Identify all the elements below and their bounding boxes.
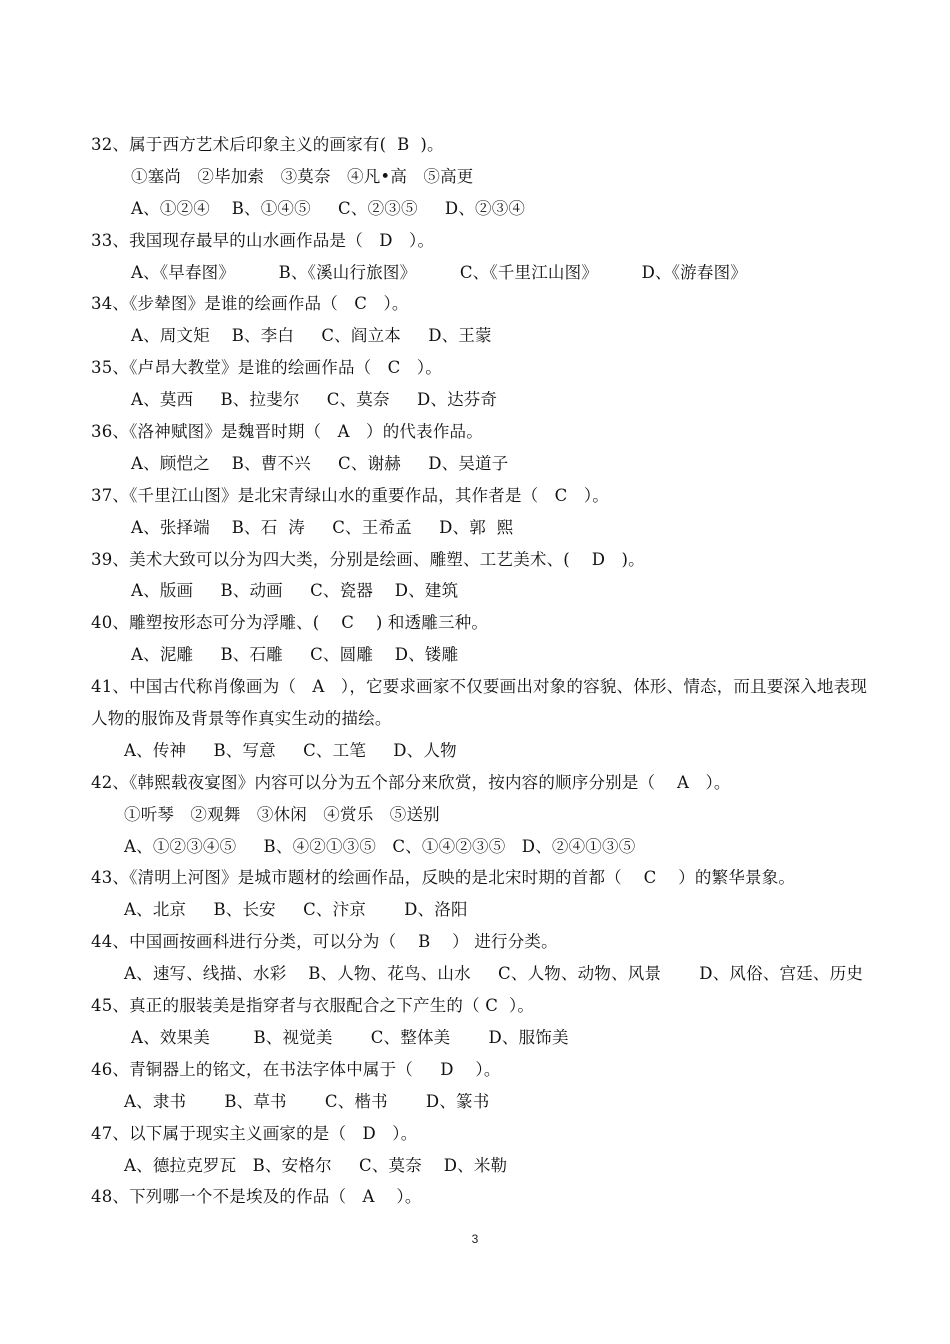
question-text: 42、《韩熙载夜宴图》内容可以分为五个部分来欣赏，按内容的顺序分别是（ A ）。 xyxy=(91,772,731,792)
question-text: 37、《千里江山图》是北宋青绿山水的重要作品，其作者是（ C ）。 xyxy=(91,485,609,505)
answer-options: ①塞尚 ②毕加索 ③莫奈 ④凡•高 ⑤高更 xyxy=(131,166,474,186)
answer-options: ①听琴 ②观舞 ③休闲 ④赏乐 ⑤送别 xyxy=(124,804,440,824)
question-text: 44、中国画按画科进行分类，可以分为（ B ） 进行分类。 xyxy=(91,932,558,952)
answer-options: A、传神 B、写意 C、工笔 D、人物 xyxy=(124,740,457,760)
answer-options: A、顾恺之 B、曹不兴 C、谢赫 D、吴道子 xyxy=(131,453,509,473)
answer-options: A、①②③④⑤ B、④②①③⑤ C、①④②③⑤ D、②④①③⑤ xyxy=(124,836,636,856)
question-text: 33、我国现存最早的山水画作品是（ D ）。 xyxy=(91,230,435,250)
question-text: 46、青铜器上的铭文，在书法字体中属于（ D ）。 xyxy=(91,1059,501,1079)
question-text-continued: 人物的服饰及背景等作真实生动的描绘。 xyxy=(91,709,392,729)
answer-options: A、①②④ B、①④⑤ C、②③⑤ D、②③④ xyxy=(131,198,526,218)
answer-options: A、泥雕 B、石雕 C、圆雕 D、镂雕 xyxy=(131,645,459,665)
answer-options: A、张择端 B、石 涛 C、王希孟 D、郭 熙 xyxy=(131,517,514,537)
answer-options: A、德拉克罗瓦 B、安格尔 C、莫奈 D、米勒 xyxy=(124,1155,508,1175)
answer-options: A、速写、线描、水彩 B、人物、花鸟、山水 C、人物、动物、风景 D、风俗、宫廷、历史 xyxy=(124,964,864,984)
question-list xyxy=(91,129,871,1213)
answer-options: A、《早春图》 B、《溪山行旅图》 C、《千里江山图》 D、《游春图》 xyxy=(131,262,747,282)
question-text: 41、中国古代称肖像画为（ A ），它要求画家不仅要画出对象的容貌、体形、情态，而且要深入地表现 xyxy=(91,677,868,697)
page-number: 3 xyxy=(471,1232,479,1246)
question-text: 34、《步辇图》是谁的绘画作品（ C ）。 xyxy=(91,294,409,314)
question-text: 32、属于西方艺术后印象主义的画家有( B )。 xyxy=(91,135,444,154)
answer-options: A、隶书 B、草书 C、楷书 D、篆书 xyxy=(124,1091,490,1111)
question-text: 43、《清明上河图》是城市题材的绘画作品，反映的是北宋时期的首都（ C ）的繁华景象。 xyxy=(91,868,796,888)
question-text: 35、《卢昂大教堂》是谁的绘画作品（ C ）。 xyxy=(91,358,442,378)
answer-options: A、版画 B、动画 C、瓷器 D、建筑 xyxy=(131,581,459,601)
answer-options: A、周文矩 B、李白 C、阎立本 D、王蒙 xyxy=(131,326,492,346)
question-text: 45、真正的服装美是指穿者与衣服配合之下产生的（ C ）。 xyxy=(91,996,535,1016)
question-text: 40、雕塑按形态可分为浮雕、( C ) 和透雕三种。 xyxy=(91,613,489,633)
answer-options: A、北京 B、长安 C、汴京 D、洛阳 xyxy=(124,900,468,920)
question-text: 36、《洛神赋图》是魏晋时期（ A ）的代表作品。 xyxy=(91,422,483,442)
answer-options: A、效果美 B、视觉美 C、整体美 D、服饰美 xyxy=(131,1027,569,1047)
question-text: 48、下列哪一个不是埃及的作品（ A ）。 xyxy=(91,1187,422,1207)
answer-options: A、莫西 B、拉斐尔 C、莫奈 D、达芬奇 xyxy=(131,390,498,410)
question-text: 39、美术大致可以分为四大类，分别是绘画、雕塑、工艺美术、( D )。 xyxy=(91,549,645,569)
question-text: 47、以下属于现实主义画家的是（ D ）。 xyxy=(91,1123,418,1143)
